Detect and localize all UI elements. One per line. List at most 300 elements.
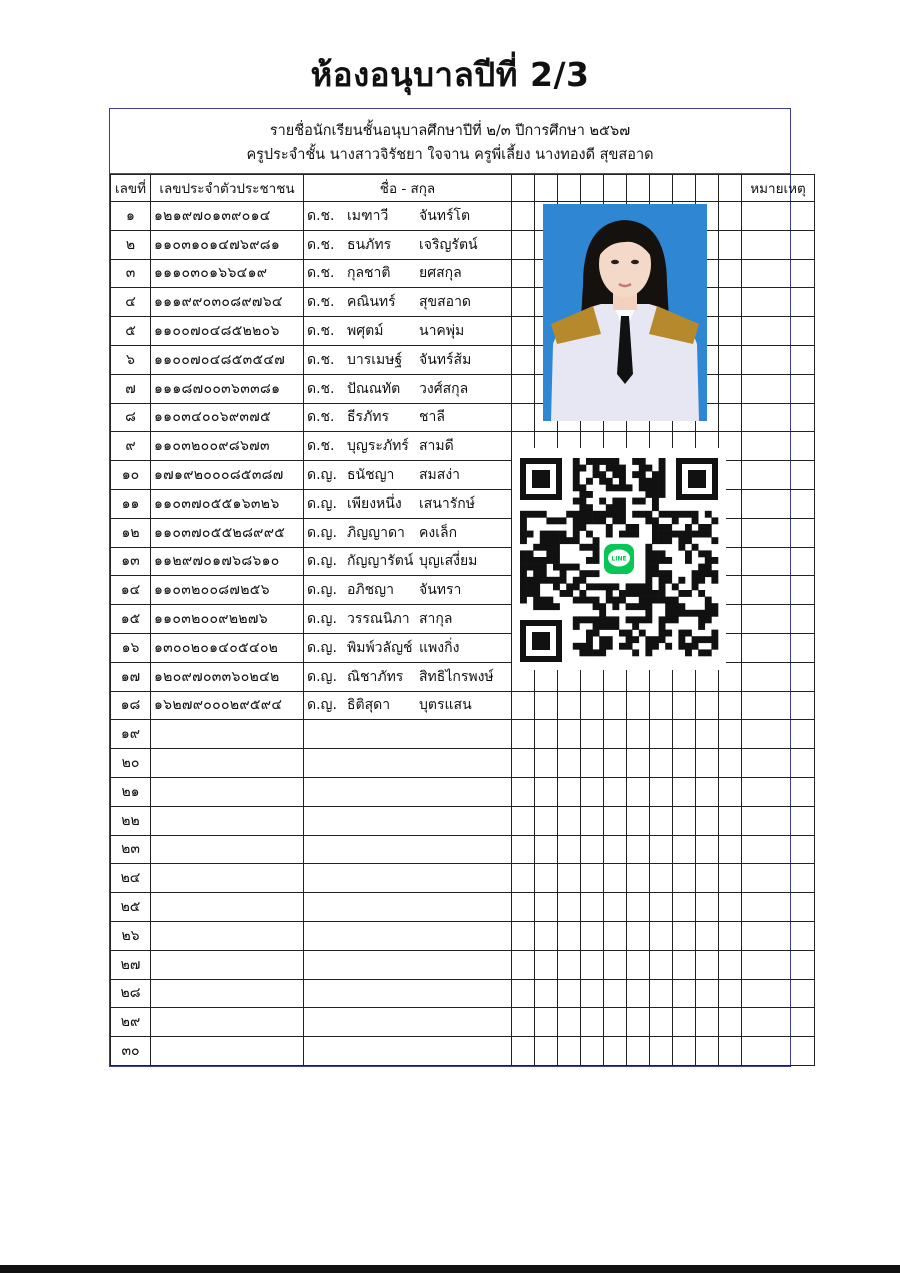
check-cell[interactable] xyxy=(535,777,558,806)
check-cell[interactable] xyxy=(650,921,673,950)
check-cell[interactable] xyxy=(719,864,742,893)
qr-module xyxy=(705,603,712,610)
check-cell[interactable] xyxy=(627,720,650,749)
check-cell[interactable] xyxy=(581,893,604,922)
check-cell[interactable] xyxy=(673,720,696,749)
student-id: ๑๑๐๓๑๐๑๔๗๖๙๘๑ xyxy=(151,230,304,259)
check-cell[interactable] xyxy=(512,288,535,317)
check-cell[interactable] xyxy=(673,777,696,806)
qr-module xyxy=(520,557,527,564)
check-cell[interactable] xyxy=(650,777,673,806)
check-cell[interactable] xyxy=(650,720,673,749)
student-last-name: คงเล็ก xyxy=(419,524,458,541)
qr-module xyxy=(586,649,593,656)
check-cell[interactable] xyxy=(558,950,581,979)
qr-module xyxy=(672,583,679,590)
check-cell[interactable] xyxy=(719,806,742,835)
col-header-check xyxy=(696,175,719,202)
check-cell[interactable] xyxy=(535,864,558,893)
check-cell[interactable] xyxy=(558,979,581,1008)
qr-module xyxy=(678,531,685,538)
check-cell[interactable] xyxy=(512,720,535,749)
check-cell[interactable] xyxy=(696,1008,719,1037)
line-qr-code[interactable] xyxy=(512,448,726,670)
check-cell[interactable] xyxy=(627,864,650,893)
qr-module xyxy=(698,570,705,577)
check-cell[interactable] xyxy=(512,806,535,835)
check-cell[interactable] xyxy=(581,1008,604,1037)
check-cell[interactable] xyxy=(558,835,581,864)
teacher-photo xyxy=(543,204,707,421)
check-cell[interactable] xyxy=(650,1008,673,1037)
check-cell[interactable] xyxy=(604,777,627,806)
qr-module xyxy=(533,590,540,597)
check-cell[interactable] xyxy=(696,950,719,979)
check-cell[interactable] xyxy=(650,864,673,893)
check-cell[interactable] xyxy=(696,864,719,893)
qr-module xyxy=(593,537,600,544)
qr-module xyxy=(652,471,659,478)
qr-module xyxy=(645,491,652,498)
check-cell[interactable] xyxy=(719,749,742,778)
check-cell[interactable] xyxy=(719,374,742,403)
check-cell[interactable] xyxy=(650,893,673,922)
check-cell[interactable] xyxy=(673,835,696,864)
note-cell[interactable] xyxy=(742,720,815,749)
check-cell[interactable] xyxy=(512,1008,535,1037)
qr-module xyxy=(560,517,567,524)
student-first-name: ธนภัทร xyxy=(347,236,392,253)
check-cell[interactable] xyxy=(673,749,696,778)
note-cell[interactable] xyxy=(742,749,815,778)
qr-module xyxy=(659,465,666,472)
note-cell[interactable] xyxy=(742,230,815,259)
student-first-name: ธิติสุดา xyxy=(347,697,391,714)
qr-module xyxy=(652,564,659,571)
check-cell[interactable] xyxy=(512,345,535,374)
qr-module xyxy=(540,531,547,538)
check-cell[interactable] xyxy=(696,921,719,950)
qr-module xyxy=(645,511,652,518)
note-cell[interactable] xyxy=(742,864,815,893)
check-cell[interactable] xyxy=(673,1008,696,1037)
qr-module xyxy=(659,597,666,604)
qr-module xyxy=(560,531,567,538)
student-name xyxy=(304,230,512,259)
qr-module xyxy=(573,531,580,538)
check-cell[interactable] xyxy=(558,749,581,778)
check-cell[interactable] xyxy=(719,259,742,288)
check-cell[interactable] xyxy=(673,806,696,835)
student-name xyxy=(304,605,512,634)
check-cell[interactable] xyxy=(512,403,535,432)
check-cell[interactable] xyxy=(627,893,650,922)
qr-module xyxy=(612,511,619,518)
qr-module xyxy=(645,570,652,577)
qr-module xyxy=(579,498,586,505)
qr-module xyxy=(573,597,580,604)
check-cell[interactable] xyxy=(673,950,696,979)
qr-module xyxy=(573,471,580,478)
check-cell[interactable] xyxy=(719,979,742,1008)
note-cell[interactable] xyxy=(742,893,815,922)
qr-module xyxy=(612,484,619,491)
qr-module xyxy=(520,590,527,597)
check-cell[interactable] xyxy=(604,1008,627,1037)
check-cell[interactable] xyxy=(604,806,627,835)
note-cell[interactable] xyxy=(742,259,815,288)
col-header-check xyxy=(558,175,581,202)
check-cell[interactable] xyxy=(604,835,627,864)
check-cell[interactable] xyxy=(558,1008,581,1037)
student-name xyxy=(304,1008,512,1037)
student-last-name: นาคพุ่ม xyxy=(419,323,465,340)
student-no: ๒๑ xyxy=(111,777,151,806)
qr-module xyxy=(546,537,553,544)
check-cell[interactable] xyxy=(627,950,650,979)
note-cell[interactable] xyxy=(742,605,815,634)
note-cell[interactable] xyxy=(742,317,815,346)
col-header-check xyxy=(535,175,558,202)
check-cell[interactable] xyxy=(604,1037,627,1066)
qr-module xyxy=(527,577,534,584)
check-cell[interactable] xyxy=(650,979,673,1008)
student-name xyxy=(304,489,512,518)
check-cell[interactable] xyxy=(581,806,604,835)
student-prefix: ด.ญ. xyxy=(307,639,337,656)
note-cell[interactable] xyxy=(742,403,815,432)
check-cell[interactable] xyxy=(719,921,742,950)
check-cell[interactable] xyxy=(512,777,535,806)
student-no: ๒๒ xyxy=(111,806,151,835)
check-cell[interactable] xyxy=(512,979,535,1008)
check-cell[interactable] xyxy=(627,921,650,950)
qr-module xyxy=(586,616,593,623)
qr-module xyxy=(540,537,547,544)
qr-module xyxy=(599,471,606,478)
check-cell[interactable] xyxy=(696,777,719,806)
student-no: ๑๗ xyxy=(111,662,151,691)
check-cell[interactable] xyxy=(512,374,535,403)
check-cell[interactable] xyxy=(673,979,696,1008)
check-cell[interactable] xyxy=(558,777,581,806)
note-cell[interactable] xyxy=(742,979,815,1008)
check-cell[interactable] xyxy=(696,749,719,778)
check-cell[interactable] xyxy=(512,1037,535,1066)
student-name xyxy=(304,691,512,720)
check-cell[interactable] xyxy=(719,950,742,979)
check-cell[interactable] xyxy=(558,921,581,950)
qr-module xyxy=(546,577,553,584)
student-no: ๔ xyxy=(111,288,151,317)
check-cell[interactable] xyxy=(719,835,742,864)
check-cell[interactable] xyxy=(650,950,673,979)
note-cell[interactable] xyxy=(742,835,815,864)
qr-module xyxy=(619,504,626,511)
check-cell[interactable] xyxy=(512,835,535,864)
check-cell[interactable] xyxy=(604,720,627,749)
check-cell[interactable] xyxy=(719,720,742,749)
check-cell[interactable] xyxy=(696,893,719,922)
check-cell[interactable] xyxy=(535,691,558,720)
qr-module xyxy=(652,531,659,538)
check-cell[interactable] xyxy=(558,893,581,922)
student-no: ๖ xyxy=(111,345,151,374)
check-cell[interactable] xyxy=(719,777,742,806)
check-cell[interactable] xyxy=(719,893,742,922)
qr-module xyxy=(586,643,593,650)
check-cell[interactable] xyxy=(535,893,558,922)
note-cell[interactable] xyxy=(742,202,815,231)
student-prefix: ด.ช. xyxy=(307,265,335,282)
check-cell[interactable] xyxy=(581,979,604,1008)
check-cell[interactable] xyxy=(512,691,535,720)
qr-module xyxy=(579,570,586,577)
check-cell[interactable] xyxy=(604,921,627,950)
check-cell[interactable] xyxy=(719,202,742,231)
student-last-name: สุขสอาด xyxy=(419,294,472,311)
check-cell[interactable] xyxy=(719,317,742,346)
check-cell[interactable] xyxy=(581,720,604,749)
check-cell[interactable] xyxy=(581,864,604,893)
qr-module xyxy=(579,649,586,656)
check-cell[interactable] xyxy=(558,806,581,835)
check-cell[interactable] xyxy=(627,806,650,835)
note-cell[interactable] xyxy=(742,806,815,835)
check-cell[interactable] xyxy=(604,979,627,1008)
check-cell[interactable] xyxy=(535,1037,558,1066)
qr-module xyxy=(593,465,600,472)
check-cell[interactable] xyxy=(650,749,673,778)
check-cell[interactable] xyxy=(696,720,719,749)
check-cell[interactable] xyxy=(627,835,650,864)
check-cell[interactable] xyxy=(558,720,581,749)
check-cell[interactable] xyxy=(581,1037,604,1066)
note-cell[interactable] xyxy=(742,518,815,547)
check-cell[interactable] xyxy=(627,979,650,1008)
check-cell[interactable] xyxy=(535,921,558,950)
col-header-name: ชื่อ - สกุล xyxy=(304,175,512,202)
qr-module xyxy=(593,517,600,524)
check-cell[interactable] xyxy=(719,691,742,720)
qr-module xyxy=(632,498,639,505)
qr-module xyxy=(659,550,666,557)
qr-module xyxy=(692,570,699,577)
check-cell[interactable] xyxy=(581,749,604,778)
qr-module xyxy=(553,564,560,571)
note-cell[interactable] xyxy=(742,1037,815,1066)
check-cell[interactable] xyxy=(696,979,719,1008)
check-cell[interactable] xyxy=(604,893,627,922)
qr-module xyxy=(540,564,547,571)
qr-module xyxy=(540,544,547,551)
col-header-check xyxy=(673,175,696,202)
student-name xyxy=(304,461,512,490)
qr-module xyxy=(520,550,527,557)
note-cell[interactable] xyxy=(742,950,815,979)
qr-module xyxy=(639,583,646,590)
qr-module xyxy=(560,537,567,544)
check-cell[interactable] xyxy=(696,806,719,835)
qr-module xyxy=(599,649,606,656)
student-id: ๑๑๐๐๗๐๔๘๕๒๒๐๖ xyxy=(151,317,304,346)
check-cell[interactable] xyxy=(535,835,558,864)
check-cell[interactable] xyxy=(650,1037,673,1066)
check-cell[interactable] xyxy=(650,835,673,864)
qr-module xyxy=(606,590,613,597)
check-cell[interactable] xyxy=(581,921,604,950)
student-prefix: ด.ญ. xyxy=(307,524,337,541)
qr-module xyxy=(632,458,639,465)
qr-module xyxy=(652,517,659,524)
qr-module xyxy=(566,564,573,571)
note-cell[interactable] xyxy=(742,633,815,662)
qr-module xyxy=(652,537,659,544)
qr-module xyxy=(566,537,573,544)
qr-module xyxy=(665,537,672,544)
check-cell[interactable] xyxy=(604,749,627,778)
check-cell[interactable] xyxy=(650,691,673,720)
qr-module xyxy=(665,610,672,617)
check-cell[interactable] xyxy=(696,1037,719,1066)
check-cell[interactable] xyxy=(719,1037,742,1066)
note-cell[interactable] xyxy=(742,547,815,576)
note-cell[interactable] xyxy=(742,662,815,691)
qr-module xyxy=(579,616,586,623)
note-cell[interactable] xyxy=(742,489,815,518)
check-cell[interactable] xyxy=(719,1008,742,1037)
qr-module xyxy=(711,577,718,584)
check-cell[interactable] xyxy=(535,749,558,778)
qr-module xyxy=(593,570,600,577)
check-cell[interactable] xyxy=(581,950,604,979)
check-cell[interactable] xyxy=(719,288,742,317)
qr-module xyxy=(632,511,639,518)
qr-module xyxy=(573,465,580,472)
qr-module xyxy=(659,590,666,597)
check-cell[interactable] xyxy=(673,893,696,922)
qr-module xyxy=(599,498,606,505)
check-cell[interactable] xyxy=(581,777,604,806)
qr-module xyxy=(573,537,580,544)
check-cell[interactable] xyxy=(512,749,535,778)
check-cell[interactable] xyxy=(604,864,627,893)
check-cell[interactable] xyxy=(673,1037,696,1066)
student-id: ๑๑๐๓๒๐๐๙๒๒๗๖ xyxy=(151,605,304,634)
qr-module xyxy=(573,478,580,485)
check-cell[interactable] xyxy=(535,806,558,835)
check-cell[interactable] xyxy=(673,864,696,893)
qr-module xyxy=(586,478,593,485)
note-cell[interactable] xyxy=(742,432,815,461)
qr-module xyxy=(645,564,652,571)
student-id xyxy=(151,749,304,778)
check-cell[interactable] xyxy=(627,749,650,778)
check-cell[interactable] xyxy=(650,806,673,835)
student-id: ๑๑๐๐๗๐๔๘๕๓๕๔๗ xyxy=(151,345,304,374)
check-cell[interactable] xyxy=(512,259,535,288)
qr-module xyxy=(652,643,659,650)
check-cell[interactable] xyxy=(604,691,627,720)
check-cell[interactable] xyxy=(535,950,558,979)
table-row xyxy=(111,403,815,432)
student-prefix: ด.ญ. xyxy=(307,611,337,628)
note-cell[interactable] xyxy=(742,777,815,806)
check-cell[interactable] xyxy=(673,921,696,950)
qr-module xyxy=(527,590,534,597)
check-cell[interactable] xyxy=(512,921,535,950)
qr-module xyxy=(705,511,712,518)
check-cell[interactable] xyxy=(627,1037,650,1066)
check-cell[interactable] xyxy=(719,230,742,259)
student-name xyxy=(304,403,512,432)
check-cell[interactable] xyxy=(558,864,581,893)
note-cell[interactable] xyxy=(742,921,815,950)
qr-module xyxy=(593,630,600,637)
check-cell[interactable] xyxy=(627,691,650,720)
qr-module xyxy=(533,603,540,610)
check-cell[interactable] xyxy=(535,720,558,749)
check-cell[interactable] xyxy=(627,1008,650,1037)
check-cell[interactable] xyxy=(581,691,604,720)
qr-module xyxy=(678,511,685,518)
check-cell[interactable] xyxy=(719,345,742,374)
student-prefix: ด.ญ. xyxy=(307,697,337,714)
qr-module xyxy=(705,550,712,557)
table-row xyxy=(111,720,815,749)
check-cell[interactable] xyxy=(604,950,627,979)
qr-module xyxy=(632,531,639,538)
check-cell[interactable] xyxy=(535,1008,558,1037)
note-cell[interactable] xyxy=(742,374,815,403)
table-row xyxy=(111,202,815,231)
note-cell[interactable] xyxy=(742,461,815,490)
check-cell[interactable] xyxy=(581,835,604,864)
check-cell[interactable] xyxy=(696,835,719,864)
check-cell[interactable] xyxy=(512,230,535,259)
note-cell[interactable] xyxy=(742,1008,815,1037)
qr-module xyxy=(645,484,652,491)
check-cell[interactable] xyxy=(512,864,535,893)
check-cell[interactable] xyxy=(627,777,650,806)
note-cell[interactable] xyxy=(742,288,815,317)
check-cell[interactable] xyxy=(696,691,719,720)
check-cell[interactable] xyxy=(558,691,581,720)
note-cell[interactable] xyxy=(742,691,815,720)
check-cell[interactable] xyxy=(719,403,742,432)
qr-module xyxy=(692,577,699,584)
student-prefix: ด.ช. xyxy=(307,409,335,426)
check-cell[interactable] xyxy=(512,893,535,922)
check-cell[interactable] xyxy=(512,950,535,979)
check-cell[interactable] xyxy=(535,979,558,1008)
qr-module xyxy=(619,531,626,538)
qr-module xyxy=(573,564,580,571)
qr-module xyxy=(579,465,586,472)
qr-module xyxy=(566,583,573,590)
table-row xyxy=(111,374,815,403)
qr-module xyxy=(652,498,659,505)
check-cell[interactable] xyxy=(558,1037,581,1066)
check-cell[interactable] xyxy=(512,202,535,231)
qr-module xyxy=(579,491,586,498)
student-last-name: จันทรา xyxy=(419,582,462,599)
check-cell[interactable] xyxy=(673,691,696,720)
note-cell[interactable] xyxy=(742,345,815,374)
check-cell[interactable] xyxy=(512,317,535,346)
note-cell[interactable] xyxy=(742,576,815,605)
student-no: ๑๕ xyxy=(111,605,151,634)
